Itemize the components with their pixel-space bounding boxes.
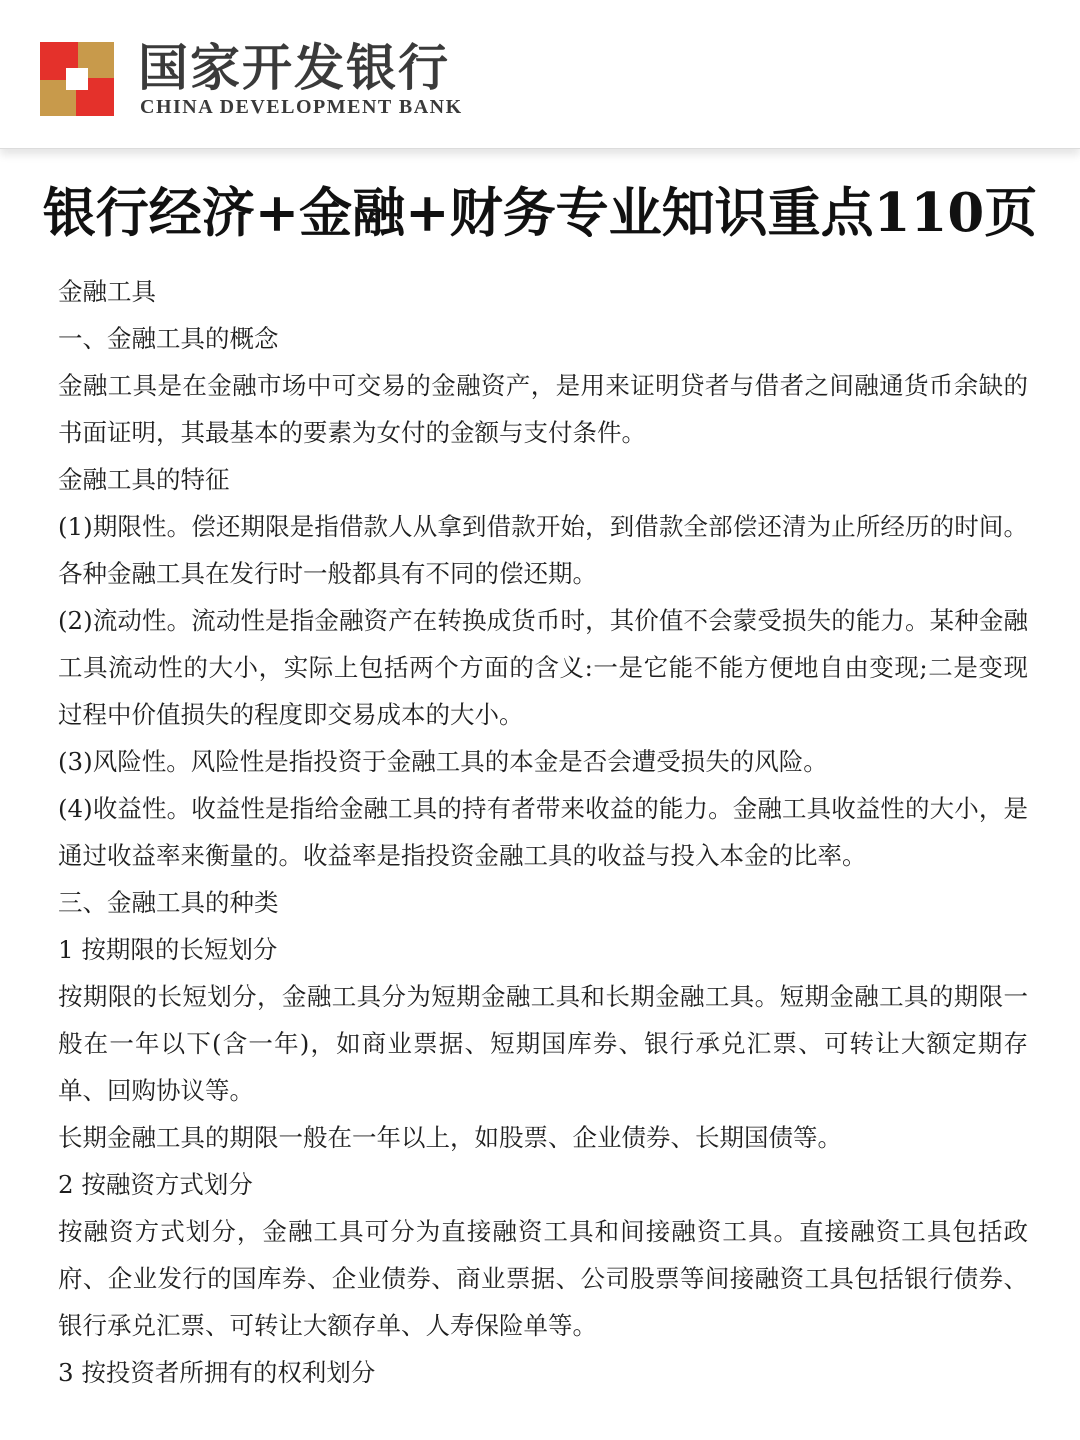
- paragraph: (2)流动性。流动性是指金融资产在转换成货币时，其价值不会蒙受损失的能力。某种金融工具流动性的大小，实际上包括两个方面的含义:一是它能不能方便地自由变现;二是变现过程中价值损失的程度即交易成本的大小。: [58, 606, 1028, 729]
- paragraph: (3)风险性。风险性是指投资于金融工具的本金是否会遭受损失的风险。: [58, 747, 828, 776]
- section-heading: 3 按投资者所拥有的权利划分: [58, 1358, 376, 1387]
- bank-name-cn: 国家开发银行: [138, 38, 450, 97]
- page-title: 银行经济+金融+财务专业知识重点110页: [42, 182, 1038, 244]
- paragraph: 金融工具是在金融市场中可交易的金融资产，是用来证明贷者与借者之间融通货币余缺的书面证明，其最基本的要素为女付的金额与支付条件。: [58, 371, 1028, 447]
- section-heading: 一、金融工具的概念: [58, 324, 279, 353]
- section-heading: 三、金融工具的种类: [58, 888, 279, 917]
- paragraph: 长期金融工具的期限一般在一年以上，如股票、企业债券、长期国债等。: [58, 1123, 842, 1152]
- section-heading: 金融工具: [58, 277, 156, 306]
- section-heading: 2 按融资方式划分: [58, 1170, 253, 1199]
- paragraph: (4)收益性。收益性是指给金融工具的持有者带来收益的能力。金融工具收益性的大小，是通过收益率来衡量的。收益率是指投资金融工具的收益与投入本金的比率。: [58, 794, 1028, 870]
- paragraph: 按期限的长短划分，金融工具分为短期金融工具和长期金融工具。短期金融工具的期限一般在一年以下(含一年)，如商业票据、短期国库券、银行承兑汇票、可转让大额定期存单、回购协议等。: [58, 982, 1028, 1105]
- document-body: [58, 268, 1028, 1396]
- paragraph: (1)期限性。偿还期限是指借款人从拿到借款开始，到借款全部偿还清为止所经历的时间。各种金融工具在发行时一般都具有不同的偿还期。: [58, 512, 1028, 588]
- header-banner: [0, 0, 1080, 149]
- cdb-logo-icon: [40, 42, 114, 116]
- bank-name-en: CHINA DEVELOPMENT BANK: [140, 96, 463, 118]
- section-heading: 金融工具的特征: [58, 465, 230, 494]
- paragraph: 按融资方式划分，金融工具可分为直接融资工具和间接融资工具。直接融资工具包括政府、企业发行的国库券、企业债券、商业票据、公司股票等间接融资工具包括银行债券、银行承兑汇票、可转让大额存单、人寿保险单等。: [58, 1217, 1028, 1340]
- section-heading: 1 按期限的长短划分: [58, 935, 278, 964]
